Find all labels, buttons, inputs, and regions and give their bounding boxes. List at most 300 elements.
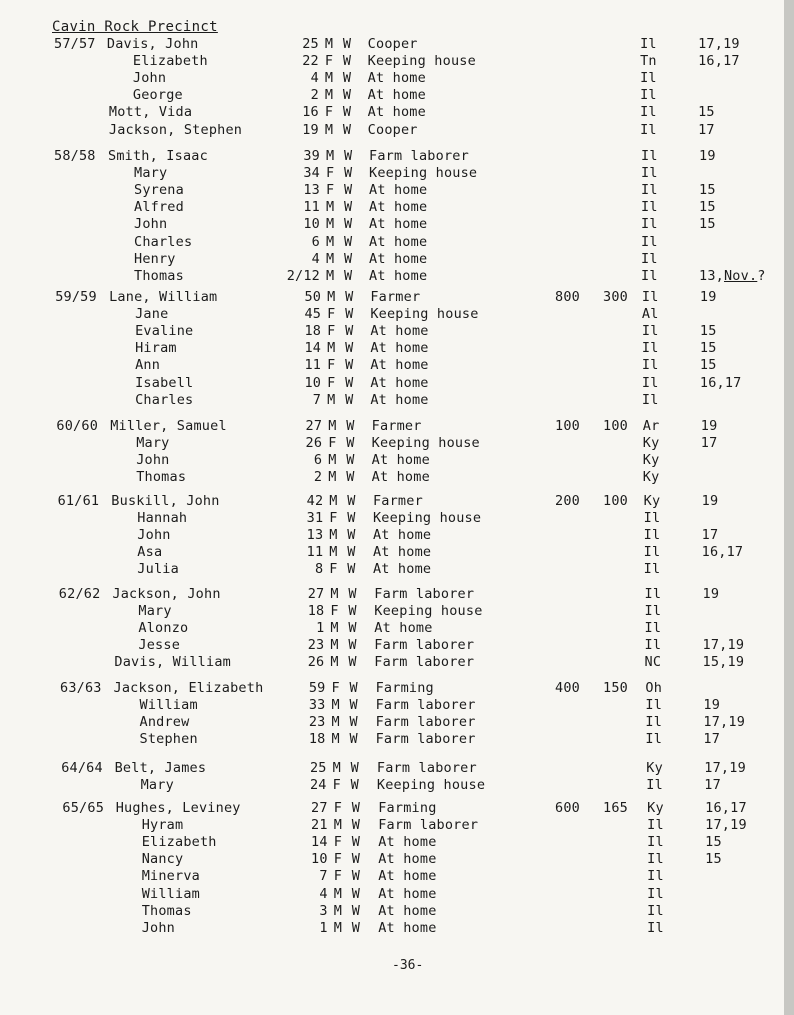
person-name: Alfred: [134, 199, 184, 216]
notes: 17,19: [702, 637, 745, 654]
occupation: Cooper: [367, 121, 418, 138]
notes-query-mark: ?: [757, 267, 766, 284]
occupation: Farm laborer: [375, 731, 476, 748]
age: 23: [307, 637, 325, 654]
dwelling-number: 58/58: [54, 148, 96, 164]
notes: 15: [699, 323, 717, 340]
occupation: Farm laborer: [376, 760, 477, 776]
dwelling-number: 61/61: [57, 493, 100, 509]
sex: M: [327, 340, 336, 357]
race: W: [349, 714, 358, 731]
dwelling-number: 60/60: [56, 418, 99, 434]
race: W: [345, 323, 354, 340]
person-name: William: [141, 885, 200, 902]
birthplace: Tn: [640, 53, 657, 70]
sex: M: [330, 586, 339, 602]
birthplace: Il: [644, 586, 662, 602]
age: 59: [308, 680, 326, 696]
age: 1: [319, 919, 328, 936]
person-name: Mary: [138, 603, 172, 620]
race: W: [351, 902, 361, 919]
occupation: At home: [369, 199, 428, 216]
sex: M: [330, 620, 339, 637]
notes: 15: [698, 104, 715, 121]
notes: 16,17: [705, 800, 747, 816]
occupation: Farmer: [370, 289, 421, 305]
race: W: [345, 306, 354, 323]
person-name: Asa: [137, 544, 163, 561]
birthplace: Il: [644, 637, 662, 654]
sex: M: [331, 714, 340, 731]
age: 11: [304, 357, 322, 374]
birthplace: Il: [641, 216, 658, 233]
notes: 17: [703, 731, 721, 748]
race: W: [348, 637, 357, 654]
sex: M: [333, 885, 343, 902]
occupation: At home: [370, 357, 429, 374]
person-name: Jesse: [138, 637, 181, 654]
race: W: [351, 817, 361, 834]
birthplace: Il: [641, 289, 659, 305]
birthplace: Il: [647, 868, 664, 885]
age: 50: [304, 289, 322, 305]
age: 10: [303, 216, 320, 233]
occupation: Keeping house: [372, 510, 482, 527]
person-name: John: [141, 919, 175, 936]
person-name: Henry: [134, 250, 176, 267]
notes: 15: [699, 182, 716, 199]
notes: 15: [699, 340, 717, 357]
birthplace: Il: [641, 323, 659, 340]
age: 31: [306, 510, 324, 527]
notes: 19: [701, 493, 719, 509]
sex: F: [327, 357, 336, 374]
birthplace: Il: [644, 603, 662, 620]
birthplace: Il: [641, 340, 659, 357]
birthplace: Il: [647, 834, 664, 851]
notes: 19: [699, 148, 716, 164]
notes: 19: [703, 697, 721, 714]
notes: 19: [702, 586, 720, 602]
age: 23: [308, 714, 326, 731]
person-name: Buskill, John: [111, 493, 220, 509]
age: 25: [302, 36, 319, 52]
race: W: [342, 36, 352, 52]
occupation: At home: [370, 323, 429, 340]
birthplace: Ky: [642, 435, 660, 452]
age: 3: [319, 902, 328, 919]
sex: M: [326, 267, 335, 284]
birthplace: Oh: [645, 680, 663, 696]
person-name: Lane, William: [109, 289, 218, 305]
sex: F: [324, 104, 334, 121]
sex: M: [332, 760, 341, 776]
race: W: [347, 561, 356, 578]
personal-estate-value: 150: [603, 680, 628, 696]
sex: M: [328, 418, 337, 434]
race: W: [342, 87, 352, 104]
age: 8: [314, 561, 324, 578]
birthplace: Il: [647, 919, 664, 936]
birthplace: Il: [643, 544, 661, 561]
age: 10: [304, 374, 322, 391]
age: 1: [316, 620, 325, 637]
age: 22: [302, 53, 319, 70]
birthplace: Il: [643, 510, 661, 527]
sex: M: [330, 654, 339, 671]
race: W: [344, 165, 353, 182]
age: 18: [308, 731, 326, 748]
person-name: Jackson, Elizabeth: [113, 680, 264, 696]
sex: F: [326, 165, 335, 182]
birthplace: Il: [641, 148, 658, 164]
personal-estate-value: 300: [603, 289, 628, 305]
person-name: Hyram: [141, 817, 184, 834]
sex: F: [328, 435, 337, 452]
person-name: Smith, Isaac: [108, 148, 208, 164]
birthplace: Al: [641, 306, 659, 323]
race: W: [344, 267, 353, 284]
age: 39: [303, 148, 320, 164]
race: W: [351, 800, 361, 816]
sex: F: [330, 603, 339, 620]
age: 11: [306, 544, 324, 561]
occupation: At home: [370, 374, 429, 391]
notes: 15: [699, 357, 717, 374]
sex: F: [326, 182, 335, 199]
person-name: Andrew: [139, 714, 190, 731]
occupation: At home: [378, 868, 437, 885]
dwelling-number: 57/57: [54, 36, 96, 52]
age: 2: [310, 87, 319, 104]
birthplace: Il: [641, 391, 659, 408]
person-name: Thomas: [141, 902, 192, 919]
person-name: Mary: [136, 435, 170, 452]
race: W: [342, 53, 352, 70]
age: 6: [313, 452, 323, 469]
dwelling-number: 63/63: [60, 680, 102, 696]
race: W: [347, 544, 356, 561]
sex: M: [326, 250, 335, 267]
birthplace: Il: [644, 620, 662, 637]
sex: F: [333, 851, 343, 868]
person-name: Evaline: [135, 323, 194, 340]
occupation: Keeping house: [370, 306, 479, 323]
age: 25: [309, 760, 327, 776]
occupation: At home: [371, 469, 430, 486]
real-estate-value: 600: [555, 800, 580, 816]
race: W: [346, 418, 355, 434]
real-estate-value: 100: [555, 418, 580, 434]
person-name: Davis, William: [114, 654, 231, 671]
sex: F: [327, 323, 336, 340]
person-name: Jackson, Stephen: [108, 121, 243, 138]
person-name: Jackson, John: [112, 586, 221, 602]
occupation: At home: [372, 544, 432, 561]
birthplace: Ky: [643, 493, 661, 509]
sex: M: [324, 121, 334, 138]
person-name: Alonzo: [138, 620, 189, 637]
sex: M: [329, 493, 338, 509]
person-name: George: [132, 87, 183, 104]
person-name: Mary: [140, 777, 174, 794]
race: W: [344, 199, 353, 216]
occupation: At home: [372, 527, 432, 544]
sex: M: [333, 817, 343, 834]
age: 33: [308, 697, 326, 714]
precinct-title: Cavin Rock Precinct: [52, 19, 218, 35]
person-name: Elizabeth: [141, 834, 217, 851]
race: W: [344, 148, 353, 164]
sex: F: [332, 777, 341, 794]
real-estate-value: 800: [555, 289, 580, 305]
sex: F: [333, 834, 343, 851]
occupation: Keeping house: [367, 53, 476, 70]
race: W: [345, 357, 354, 374]
person-name: Mott, Vida: [108, 104, 193, 121]
person-name: Julia: [137, 561, 179, 578]
notes: 17: [701, 527, 719, 544]
birthplace: Il: [641, 165, 658, 182]
person-name: Syrena: [134, 182, 184, 199]
age: 10: [311, 851, 328, 868]
race: W: [348, 654, 357, 671]
birthplace: Il: [640, 36, 657, 52]
birthplace: Il: [645, 714, 663, 731]
occupation: At home: [378, 885, 437, 902]
race: W: [347, 527, 356, 544]
person-name: Davis, John: [106, 36, 199, 52]
race: W: [345, 289, 354, 305]
age: 45: [304, 306, 322, 323]
occupation: At home: [378, 851, 437, 868]
age: 2: [313, 469, 323, 486]
birthplace: Il: [640, 70, 657, 87]
birthplace: Il: [643, 527, 661, 544]
sex: F: [333, 800, 343, 816]
person-name: William: [139, 697, 198, 714]
birthplace: Ky: [646, 760, 663, 776]
occupation: Cooper: [367, 36, 418, 52]
notes: 17,19: [704, 760, 746, 776]
person-name: Hiram: [135, 340, 177, 357]
person-name: Miller, Samuel: [110, 418, 227, 434]
occupation: Farming: [378, 800, 437, 816]
person-name: Isabell: [135, 374, 194, 391]
occupation: Farmer: [372, 493, 423, 509]
sex: F: [327, 306, 336, 323]
race: W: [342, 70, 352, 87]
person-name: Thomas: [136, 469, 187, 486]
age: 21: [311, 817, 328, 834]
age: 26: [305, 435, 323, 452]
sex: M: [333, 902, 343, 919]
age: 18: [304, 323, 322, 340]
occupation: Farm laborer: [374, 586, 475, 602]
person-name: Charles: [135, 391, 194, 408]
occupation: At home: [369, 233, 428, 250]
occupation: Keeping house: [376, 777, 486, 794]
person-name: John: [132, 70, 167, 87]
age: 14: [311, 834, 328, 851]
notes: 16,17: [699, 374, 742, 391]
race: W: [344, 182, 353, 199]
race: W: [351, 868, 361, 885]
sex: M: [328, 469, 337, 486]
race: W: [350, 777, 359, 794]
notes: 17: [698, 121, 715, 138]
sex: F: [331, 680, 340, 696]
notes: 15: [705, 834, 722, 851]
dwelling-number: 62/62: [58, 586, 101, 602]
sex: M: [331, 731, 340, 748]
age: 19: [302, 121, 319, 138]
age: 7: [312, 391, 322, 408]
race: W: [346, 469, 355, 486]
person-name: John: [137, 527, 171, 544]
sex: M: [333, 919, 343, 936]
sex: M: [324, 87, 334, 104]
race: W: [351, 919, 361, 936]
person-name: Jane: [135, 306, 169, 323]
age: 7: [319, 868, 328, 885]
sex: M: [324, 36, 334, 52]
person-name: Thomas: [134, 267, 184, 284]
occupation: At home: [369, 250, 428, 267]
notes: 15,19: [702, 654, 745, 671]
sex: M: [327, 289, 336, 305]
notes: 19: [700, 418, 718, 434]
race: W: [345, 391, 354, 408]
age: 42: [306, 493, 324, 509]
sex: M: [326, 233, 335, 250]
race: W: [346, 452, 355, 469]
race: W: [345, 374, 354, 391]
race: W: [342, 121, 352, 138]
sex: F: [327, 374, 336, 391]
notes: 15: [705, 851, 722, 868]
sex: M: [326, 148, 335, 164]
personal-estate-value: 100: [603, 418, 628, 434]
age: 34: [303, 165, 320, 182]
sex: M: [327, 391, 336, 408]
race: W: [347, 510, 356, 527]
notes: 15: [699, 199, 716, 216]
occupation: Farm laborer: [374, 654, 475, 671]
birthplace: Il: [645, 697, 663, 714]
age: 16: [302, 104, 319, 121]
age: 4: [310, 70, 319, 87]
occupation: At home: [374, 620, 433, 637]
race: W: [350, 760, 359, 776]
notes: 17,19: [698, 36, 740, 52]
personal-estate-value: 100: [603, 493, 628, 509]
birthplace: Il: [647, 902, 664, 919]
race: W: [344, 216, 353, 233]
real-estate-value: 200: [555, 493, 580, 509]
notes: 13,Nov.?: [699, 267, 766, 284]
race: W: [349, 731, 358, 748]
age: 27: [305, 418, 323, 434]
race: W: [349, 680, 358, 696]
birthplace: Il: [640, 104, 657, 121]
person-name: Nancy: [141, 851, 184, 868]
dwelling-number: 64/64: [61, 760, 103, 776]
notes: 15: [699, 216, 716, 233]
race: W: [346, 435, 355, 452]
occupation: At home: [378, 834, 437, 851]
person-name: Stephen: [139, 731, 198, 748]
occupation: At home: [369, 267, 428, 284]
age: 6: [311, 233, 320, 250]
person-name: Ann: [135, 357, 161, 374]
race: W: [349, 697, 358, 714]
occupation: Farming: [375, 680, 434, 696]
birthplace: Il: [647, 851, 664, 868]
age: 11: [303, 199, 320, 216]
occupation: At home: [369, 182, 428, 199]
person-name: Hannah: [137, 510, 188, 527]
sex: M: [328, 452, 337, 469]
notes: 16,17: [698, 53, 740, 70]
sex: M: [329, 527, 338, 544]
occupation: Farm laborer: [374, 637, 475, 654]
race: W: [348, 603, 357, 620]
page-edge-shadow: [784, 0, 794, 1015]
person-name: Mary: [134, 165, 168, 182]
occupation: At home: [370, 391, 429, 408]
birthplace: Il: [640, 87, 657, 104]
birthplace: Ar: [642, 418, 660, 434]
race: W: [344, 250, 353, 267]
sex: M: [324, 70, 334, 87]
birthplace: Il: [641, 233, 658, 250]
age: 24: [309, 777, 327, 794]
birthplace: Il: [641, 199, 658, 216]
sex: M: [326, 199, 335, 216]
occupation: At home: [372, 561, 432, 578]
person-name: Hughes, Leviney: [115, 800, 241, 816]
birthplace: Il: [645, 731, 663, 748]
race: W: [351, 851, 361, 868]
age: 18: [307, 603, 325, 620]
notes: 17: [704, 777, 721, 794]
age: 13: [306, 527, 324, 544]
birthplace: Il: [641, 250, 658, 267]
occupation: At home: [370, 340, 429, 357]
notes: 16,17: [701, 544, 744, 561]
birthplace: Il: [646, 777, 663, 794]
birthplace: Il: [643, 561, 661, 578]
personal-estate-value: 165: [603, 800, 628, 816]
age: 14: [304, 340, 322, 357]
age: 26: [307, 654, 325, 671]
occupation: At home: [367, 104, 426, 121]
birthplace: Ky: [647, 800, 664, 816]
sex: M: [330, 637, 339, 654]
birthplace: Ky: [642, 452, 660, 469]
real-estate-value: 400: [555, 680, 580, 696]
notes: 17,19: [703, 714, 746, 731]
sex: F: [324, 53, 334, 70]
race: W: [347, 493, 356, 509]
occupation: At home: [378, 902, 437, 919]
age: 13: [303, 182, 320, 199]
sex: M: [331, 697, 340, 714]
race: W: [345, 340, 354, 357]
person-name: Elizabeth: [132, 53, 208, 70]
birthplace: Il: [641, 182, 658, 199]
